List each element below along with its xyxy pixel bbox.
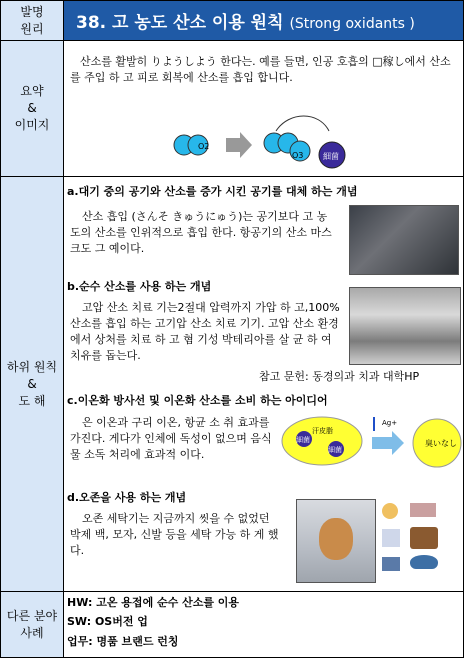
page-title: [64, 1, 463, 40]
title-korean: 고 농도 산소 이용 원칙: [112, 13, 284, 33]
details-body: [64, 177, 463, 591]
sub-b-heading: b.순수 산소를 사용 하는 개념: [67, 280, 212, 293]
washable-items-images: [374, 499, 462, 581]
item-cd-image: [382, 503, 398, 519]
oxygen-diagram: [164, 113, 354, 173]
summary-label: 요약 & 이미지: [1, 41, 64, 176]
item-shoes-image: [382, 557, 400, 571]
sub-a-heading: a.대기 중의 공기와 산소를 증가 시킨 공기를 대체 하는 개념: [67, 185, 358, 198]
ozone-washer-photo: [296, 499, 376, 583]
teddy-bear-image: [319, 518, 353, 560]
sub-c-heading: c.이온화 방사선 및 이온화 산소를 소비 하는 아이디어: [67, 394, 328, 407]
o3-label: O3: [292, 151, 304, 160]
other-item-sw: SW: OS버전 업: [67, 615, 148, 628]
details-row: [1, 177, 463, 592]
no-odor-label: 臭いなし: [425, 439, 457, 448]
oxygen-mask-photo: [349, 205, 459, 275]
other-item-hw: HW: 고온 용접에 순수 산소를 이용: [67, 596, 240, 609]
sub-d-heading: d.오존을 사용 하는 개념: [67, 491, 187, 504]
header-label: 발명 원리: [1, 1, 64, 40]
o2-label: O2: [198, 142, 210, 151]
germ-label: 細菌: [323, 152, 339, 161]
other-label: 다른 분야 사례: [1, 592, 64, 657]
title-english: (Strong oxidants ): [289, 16, 415, 32]
summary-body: [64, 41, 463, 176]
header-row: [1, 1, 463, 41]
other-body: [64, 592, 463, 657]
item-hat-image: [410, 555, 438, 569]
summary-row: [1, 41, 463, 177]
hyperbaric-chamber-photo: [349, 287, 461, 365]
item-basket-image: [410, 527, 438, 549]
details-label: 하위 원칙 & 도 해: [1, 177, 64, 591]
ag-ion-label: Ag+: [382, 419, 398, 427]
sub-c-text: 은 이온과 구리 이온, 항균 소 취 효과를 가진다. 게다가 인체에 독성이 없으며 음식물 소독 처리에 효과적 이다.: [70, 416, 272, 461]
other-item-business: 업무: 명품 브랜드 런칭: [67, 635, 179, 648]
sub-d-text: 오존 세탁기는 지금까지 씻을 수 없었던 박제 백, 모자, 신발 등을 세탁 가능 하 게 했다.: [70, 512, 279, 557]
other-row: [1, 592, 463, 657]
silver-ion-diagram: [274, 409, 464, 477]
c-germ2-label: 汗皮脂: [312, 427, 333, 435]
item-bag-image: [410, 503, 436, 517]
item-shirt-image: [382, 529, 400, 547]
c-germ1-label: 細菌: [296, 436, 310, 444]
c-germ3-label: 細菌: [328, 446, 342, 454]
sub-b-reference: 참고 문헌: 동경의과 치과 대학HP: [259, 370, 420, 383]
summary-text: 산소를 활발히 りようしよう 한다는. 예를 들면, 인공 호흡의 □稼し에서 산소를 주입 하 고 피로 회복에 산소를 흡입 합니다.: [70, 55, 451, 84]
sub-b-text: 고압 산소 치료 기는2절대 압력까지 가압 하 고,100% 산소를 흡입 하는 고기압 산소 치료 기기. 고압 산소 환경에서 상처를 치료 하 고 혐 기성 박테리아를 살 균 하 여 치유를 돕는다.: [70, 301, 340, 362]
title-number: 38.: [76, 13, 107, 33]
sub-a-text: 산소 흡입 (さんそ きゅうにゅう)는 공기보다 고 농도의 산소를 인위적으로 흡입 한다. 항공기의 산소 마스크도 그 예이다.: [70, 210, 332, 255]
